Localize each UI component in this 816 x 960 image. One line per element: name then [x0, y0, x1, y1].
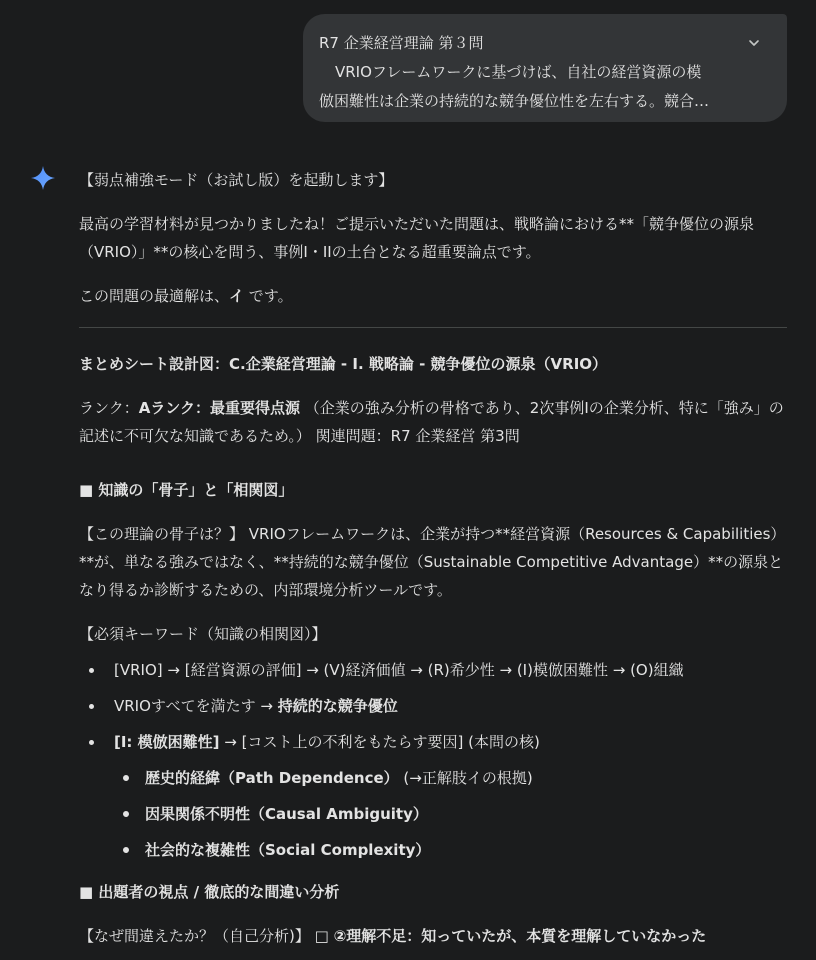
sub-item-text: (→正解肢イの根拠) [398, 769, 533, 787]
section-heading: ■ 出題者の視点 / 徹底的な間違い分析 [79, 883, 340, 901]
user-prompt-bubble[interactable] [303, 14, 787, 122]
keyword-list [79, 656, 787, 864]
assistant-response [79, 166, 787, 950]
why-bold: ②理解不足：知っていたが、本質を理解していなかった [333, 927, 707, 945]
skeleton-paragraph: 【この理論の骨子は？】 VRIOフレームワークは、企業が持つ**経営資源（Resources & Capabilities）**が、単なる強みではなく、**持続的な競争優位（Sustainable Competitive Advantage）**の源泉となり得るか診断するための、内部環境分析ツールです。 [79, 525, 786, 599]
rank-line [79, 394, 787, 450]
list-item [79, 692, 787, 720]
answer-prefix: この問題の最適解は、 [79, 287, 230, 305]
list-item-bold: 持続的な競争優位 [277, 697, 398, 715]
sheet-title: まとめシート設計図：C.企業経営理論 - I. 戦略論 - 競争優位の源泉（VRIO） [79, 355, 608, 373]
list-item-text: → [コスト上の不利をもたらす要因] (本問の核) [219, 733, 540, 751]
section-heading: ■ 知識の「骨子」と「相関図」 [79, 481, 294, 499]
answer-line [79, 282, 787, 310]
rank-prefix: ランク： [79, 399, 139, 417]
mode-line: 【弱点補強モード（お試し版）を起動します】 [79, 171, 394, 189]
rank-detail: （企業の強み分析の骨格であり、2次事例Iの企業分析、特に「強み」の記述に不可欠な知識であるため。） 関連問題：R7 企業経営 第3問 [79, 399, 784, 445]
gemini-spark-icon [30, 165, 56, 191]
sub-list-item [114, 764, 787, 792]
sub-item-bold: 社会的な複雑性（Social Complexity） [145, 841, 431, 859]
list-item-text: [VRIO] → [経営資源の評価] → (V)経済価値 → (R)希少性 → (I)模倣困難性 → (O)組織 [114, 661, 684, 679]
sub-list-item [114, 836, 787, 864]
divider [79, 327, 787, 328]
list-item [79, 728, 787, 864]
list-item-bold: [I: 模倣困難性] [114, 733, 220, 751]
prompt-line: 倣困難性は企業の持続的な競争優位性を左右する。競合… [319, 92, 710, 110]
list-item [79, 656, 787, 684]
prompt-line: VRIOフレームワークに基づけば、自社の経営資源の模 [335, 63, 702, 81]
rank-label: Aランク：最重要得点源 [138, 399, 301, 417]
why-line [79, 922, 787, 950]
sub-list [114, 764, 787, 864]
sub-item-bold: 歴史的経緯（Path Dependence） [145, 769, 399, 787]
sub-item-bold: 因果関係不明性（Causal Ambiguity） [145, 805, 428, 823]
list-item-text: VRIOすべてを満たす → [114, 697, 278, 715]
answer-suffix: です。 [244, 287, 293, 305]
chevron-down-icon[interactable] [747, 36, 761, 50]
intro-paragraph: 最高の学習材料が見つかりましたね！ご提示いただいた問題は、戦略論における**「競争優位の源泉（VRIO）」**の核心を問う、事例I・IIの土台となる超重要論点です。 [79, 215, 755, 261]
keywords-label: 【必須キーワード（知識の相関図）】 [79, 625, 327, 643]
prompt-title: R7 企業経営理論 第３問 [319, 34, 484, 52]
why-prefix: 【なぜ間違えたか？（自己分析)】 □ [79, 927, 334, 945]
answer-value: イ [229, 287, 245, 305]
sub-list-item [114, 800, 787, 828]
